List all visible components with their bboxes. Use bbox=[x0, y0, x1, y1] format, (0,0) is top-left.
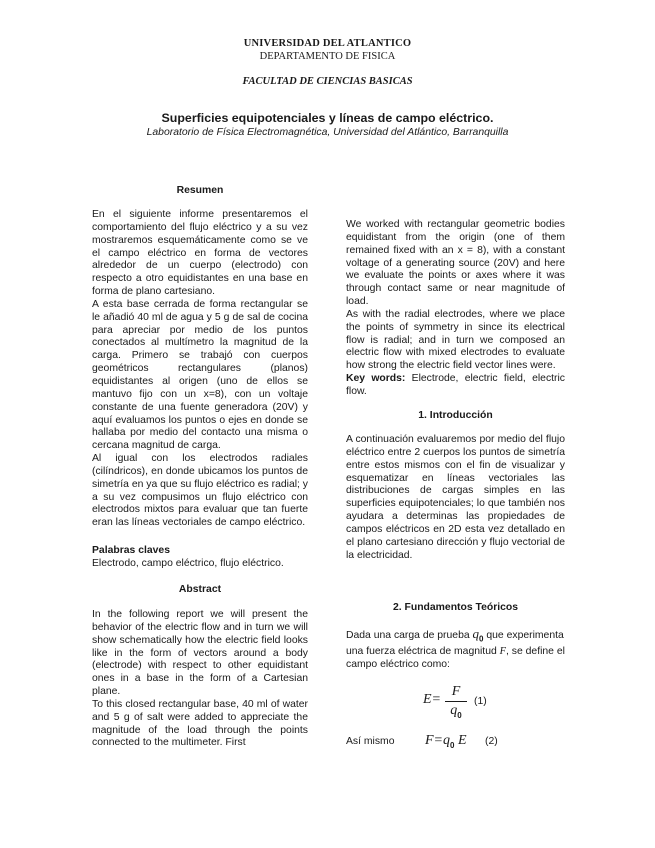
faculty-name: FACULTAD DE CIENCIAS BASICAS bbox=[242, 76, 413, 87]
equation-1-number: (1) bbox=[474, 696, 487, 707]
equation-2-label: Así mismo bbox=[346, 736, 395, 747]
abstract-keywords bbox=[346, 373, 565, 399]
abstract-heading: Abstract bbox=[178, 584, 222, 595]
resumen-paragraph: En el siguiente informe presentaremos el comportamiento del flujo eléctrico y a su vez mostraremos esquemáticamente como se ve el campo eléctrico en forma de vectores alrededor de un cuerpo (electrodo) con respecto a otro equidistantes en una base en forma de plano cartesiano. bbox=[92, 209, 308, 298]
resumen-paragraph: A esta base cerrada de forma rectangular se le añadió 40 ml de agua y 5 g de sal de cocina para apreciar por medio de los puntos conectados al multímetro la magnitud de la carga. Primero se trabajó con cuerpos geométricos rectangulares (planos) equidistantes al origen (uno de ellos se mantuvo fijo con un x=8), con un voltaje constante de una fuente generadora (20V) y aquí evaluamos los puntos o ejes en donde se hallaba por medio del contacto una misma o cercana magnitud de carga. bbox=[92, 298, 308, 452]
keywords-heading: Palabras claves bbox=[92, 545, 170, 556]
equation-1 bbox=[423, 684, 543, 724]
equation-1-fraction bbox=[445, 684, 467, 724]
keywords-text: Electrodo, campo eléctrico, flujo eléctrico. bbox=[92, 558, 284, 569]
department-name: DEPARTAMENTO DE FISICA bbox=[259, 51, 396, 62]
resumen-heading: Resumen bbox=[176, 185, 224, 196]
paper-title: Superficies equipotenciales y líneas de campo eléctrico. bbox=[161, 111, 494, 125]
fraction-bar bbox=[445, 701, 467, 702]
equation-2 bbox=[346, 733, 546, 753]
equation-2-number: (2) bbox=[485, 736, 498, 747]
equation-1-lhs: E= bbox=[423, 692, 441, 707]
resumen-body bbox=[92, 209, 308, 530]
introduccion-body: A continuación evaluaremos por medio del flujo eléctrico entre 2 cuerpos los puntos de simetría entre estos mismos con el fin de visualizar y esquematizar en líneas vectoriales las distribuciones de cargas simples en las superficies equipotenciales; lo que también nos ayudara a determinas las propiedades de campos eléctricos en 2D esta vez detallado en el plano cartesiano dirección y flujo vectorial de la electricidad. bbox=[346, 434, 565, 561]
abstract-paragraph: We worked with rectangular geometric bodies equidistant from the origin (one of them remained fixed with an x = 8), with a constant voltage of a generating source (20V) and here we evaluate the points or axes where it was through contact same or near magnitude of load. bbox=[346, 219, 565, 308]
abstract-keywords-text: Electrode, electric field, electric flow. bbox=[346, 373, 565, 397]
abstract-body-right bbox=[346, 219, 565, 399]
equation-1-numerator: F bbox=[451, 684, 461, 699]
test-charge-symbol: $q_0$ bbox=[472, 626, 484, 644]
fundamentos-text: Dada una carga de prueba bbox=[346, 630, 470, 641]
university-name: UNIVERSIDAD DEL ATLANTICO bbox=[243, 38, 412, 49]
abstract-body-left bbox=[92, 609, 308, 750]
resumen-paragraph: Al igual con los electrodos radiales (cilíndricos), en donde ubicamos los puntos de simetría en ya que su flujo eléctrico es radial; y a su vez compusimos un flujo eléctrico con electrodos mixtos para evaluar que tan fuerte eran las líneas vectoriales de campo eléctrico. bbox=[92, 453, 308, 529]
abstract-paragraph: As with the radial electrodes, where we place the points of symmetry in since its electrical flow is radial; and in turn we composed an electric flow with mixed electrodes to evaluate how strong the electric field vector lines were. bbox=[346, 308, 565, 372]
abstract-keywords-label: Key words: bbox=[346, 373, 406, 385]
equation-1-denominator: $q_0$ bbox=[450, 703, 462, 720]
fundamentos-text: que experimenta una fuerza eléctrica de magnitud bbox=[346, 630, 564, 658]
force-symbol: F bbox=[499, 646, 507, 658]
fundamentos-text: , se define el campo eléctrico como: bbox=[346, 646, 565, 671]
abstract-paragraph: To this closed rectangular base, 40 ml of water and 5 g of salt were added to appreciate the magnitude of the load through the points connected to the multimeter. First bbox=[92, 698, 308, 749]
fundamentos-heading: 2. Fundamentos Teóricos bbox=[392, 602, 519, 613]
equation-2-expression: $F=q_0$ E bbox=[425, 733, 467, 750]
introduccion-heading: 1. Introducción bbox=[418, 410, 493, 421]
fundamentos-body bbox=[346, 628, 565, 672]
abstract-paragraph: In the following report we will present the behavior of the electric flow and in turn we will show schematically how the electric field looks like in the form of vectors around a body (electrode) with respect to other equidistant ones in a base in the form of a Cartesian plane. bbox=[92, 609, 308, 698]
paper-affiliation: Laboratorio de Física Electromagnética, Universidad del Atlántico, Barranquilla bbox=[146, 127, 509, 138]
